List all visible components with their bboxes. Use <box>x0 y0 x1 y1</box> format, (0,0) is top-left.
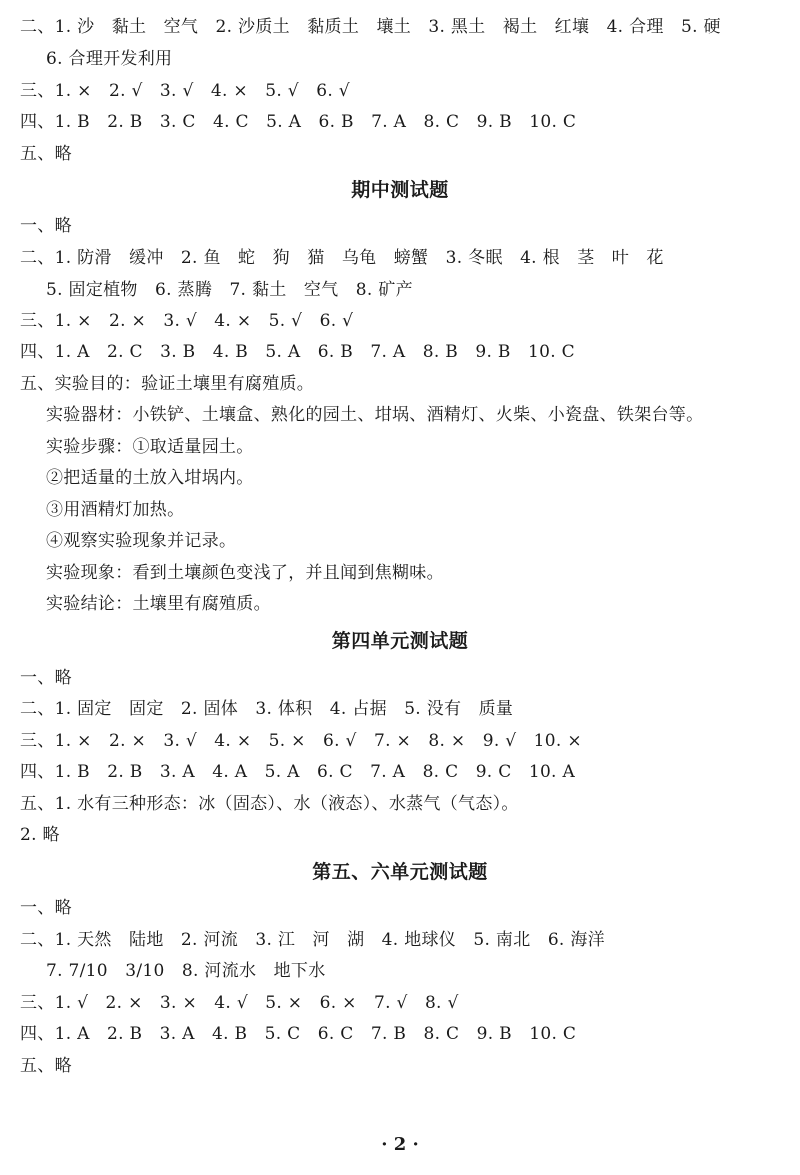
answer-line: 一、略 <box>20 668 72 688</box>
answer-line: 五、实验目的：验证土壤里有腐殖质。 <box>20 374 315 394</box>
answer-line: 五、略 <box>20 144 72 164</box>
answer-line: 6. 合理开发利用 <box>46 49 173 69</box>
answer-line: 四、1. A 2. C 3. B 4. B 5. A 6. B 7. A 8. B 9. B 10. C <box>20 342 575 362</box>
answer-line: 三、1. × 2. × 3. √ 4. × 5. × 6. √ 7. × 8. × 9. √ 10. × <box>20 731 582 751</box>
answer-line: 四、1. B 2. B 3. C 4. C 5. A 6. B 7. A 8. C 9. B 10. C <box>20 112 577 132</box>
answer-line: ④观察实验现象并记录。 <box>46 531 237 551</box>
answer-line: 二、1. 防滑 缓冲 2. 鱼 蛇 狗 猫 乌龟 螃蟹 3. 冬眠 4. 根 茎 叶 花 <box>20 248 664 268</box>
answer-line: 二、1. 天然 陆地 2. 河流 3. 江 河 湖 4. 地球仪 5. 南北 6. 海洋 <box>20 930 605 950</box>
answer-line: 五、1. 水有三种形态：冰（固态）、水（液态）、水蒸气（气态）。 <box>20 794 519 814</box>
answer-line: ②把适量的土放入坩埚内。 <box>46 468 254 488</box>
section-title-unit56: 第五、六单元测试题 <box>312 861 488 883</box>
answer-line: 5. 固定植物 6. 蒸腾 7. 黏土 空气 8. 矿产 <box>46 280 413 300</box>
section-title-midterm: 期中测试题 <box>351 179 449 201</box>
answer-line: 二、1. 沙 黏土 空气 2. 沙质土 黏质土 壤土 3. 黑土 褐土 红壤 4. 合理 5. 硬 <box>20 17 721 37</box>
section-title-unit4: 第四单元测试题 <box>331 630 469 652</box>
answer-line: 三、1. √ 2. × 3. × 4. √ 5. × 6. × 7. √ 8. √ <box>20 993 459 1013</box>
answer-line: 三、1. × 2. × 3. √ 4. × 5. √ 6. √ <box>20 311 354 331</box>
answer-line: 2. 略 <box>20 825 60 845</box>
answer-line: 四、1. B 2. B 3. A 4. A 5. A 6. C 7. A 8. C 9. C 10. A <box>20 762 576 782</box>
answer-line: 实验器材：小铁铲、土壤盒、熟化的园土、坩埚、酒精灯、火柴、小瓷盘、铁架台等。 <box>46 405 704 425</box>
answer-line: 一、略 <box>20 216 72 236</box>
answer-line: 三、1. × 2. √ 3. √ 4. × 5. √ 6. √ <box>20 81 350 101</box>
answer-line: 实验结论：土壤里有腐殖质。 <box>46 594 271 614</box>
answer-line: 7. 7/10 3/10 8. 河流水 地下水 <box>46 961 326 981</box>
page-number: · 2 · <box>381 1134 419 1155</box>
answer-line: 四、1. A 2. B 3. A 4. B 5. C 6. C 7. B 8. C 9. B 10. C <box>20 1024 577 1044</box>
answer-line: 二、1. 固定 固定 2. 固体 3. 体积 4. 占据 5. 没有 质量 <box>20 699 514 719</box>
answer-line: 实验现象：看到土壤颜色变浅了，并且闻到焦糊味。 <box>46 563 444 583</box>
answer-line: 实验步骤：①取适量园土。 <box>46 437 254 457</box>
answer-line: 一、略 <box>20 898 72 918</box>
answer-line: 五、略 <box>20 1056 72 1076</box>
answer-line: ③用酒精灯加热。 <box>46 500 185 520</box>
